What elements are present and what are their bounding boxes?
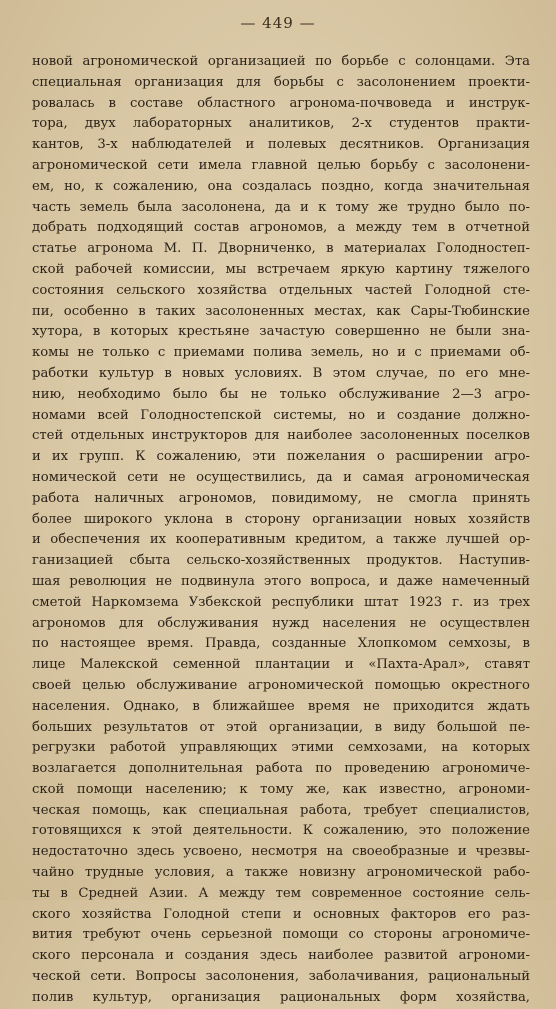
text-line: по настоящее время. Правда, созданные Хлопкомом семхозы, в: [32, 636, 530, 652]
text-line: ровалась в составе областного агронома-почвоведа и инструк-: [32, 95, 530, 111]
text-line: населения. Однако, в ближайшее время не приходится ждать: [32, 698, 530, 714]
text-line: номами всей Голодностепской системы, но и создание должно-: [32, 407, 530, 423]
text-line: ты в Средней Азии. А между тем современное состояние сель-: [32, 885, 530, 901]
text-line: более широкого уклона в сторону организации новых хозяйств: [32, 511, 530, 527]
text-line: сметой Наркомзема Узбекской республики штат 1923 г. из трех: [32, 594, 530, 610]
text-line: полив культур, организация рациональных форм хозяйства,: [32, 989, 530, 1005]
text-line: возлагается дополнительная работа по проведению агрономиче-: [32, 761, 530, 777]
text-line: больших результатов от этой организации, в виду большой пе-: [32, 719, 530, 735]
text-line: и их групп. К сожалению, эти пожелания о расширении агро-: [32, 449, 530, 465]
text-line: готовящихся к этой деятельности. К сожалению, это положение: [32, 823, 530, 839]
text-line: специальная организация для борьбы с засолонением проекти-: [32, 74, 530, 90]
text-line: ганизацией сбыта сельско-хозяйственных продуктов. Наступив-: [32, 553, 530, 569]
text-line: ского персонала и создания здесь наиболее развитой агрономи-: [32, 948, 530, 964]
text-line: состояния сельского хозяйства отдельных частей Голодной сте-: [32, 282, 530, 298]
text-line: ческая помощь, как специальная работа, требует специалистов,: [32, 802, 530, 818]
text-line: номической сети не осуществились, да и самая агрономическая: [32, 469, 530, 485]
text-line: нию, необходимо было бы не только обслуживание 2—3 агро-: [32, 386, 530, 402]
text-line: пи, особенно в таких засолоненных местах, как Сары-Тюбинские: [32, 303, 530, 319]
text-line: ской помощи населению; к тому же, как известно, агрономи-: [32, 781, 530, 797]
text-line: ского хозяйства Голодной степи и основных факторов его раз-: [32, 906, 530, 922]
text-line: своей целью обслуживание агрономической помощью окрестного: [32, 677, 530, 693]
text-line: ческой сети. Вопросы засолонения, заболачивания, рациональный: [32, 969, 530, 985]
text-line: статье агронома М. П. Дворниченко, в материалах Голодностеп-: [32, 241, 530, 257]
text-line: хутора, в которых крестьяне зачастую совершенно не были зна-: [32, 324, 530, 340]
text-line: лице Малекской семенной плантации и «Пахта-Арал», ставят: [32, 657, 530, 673]
text-line: кантов, 3-х наблюдателей и полевых десятников. Организация: [32, 137, 530, 153]
text-line: добрать подходящий состав агрономов, а между тем в отчетной: [32, 220, 530, 236]
text-line: и обеспечения их кооперативным кредитом, а также лучшей ор-: [32, 532, 530, 548]
text-line: шая революция не подвинула этого вопроса, и даже намеченный: [32, 573, 530, 589]
text-line: комы не только с приемами полива земель, но и с приемами об-: [32, 345, 530, 361]
text-line: стей отдельных инструкторов для наиболее засолоненных поселков: [32, 428, 530, 444]
text-line: ем, но, к сожалению, она создалась поздно, когда значительная: [32, 178, 530, 194]
text-line: регрузки работой управляющих этими семхозами, на которых: [32, 740, 530, 756]
text-line: недостаточно здесь усвоено, несмотря на своеобразные и чрезвы-: [32, 844, 530, 860]
text-line: агрономической сети имела главной целью борьбу с засолонени-: [32, 157, 530, 173]
text-line: часть земель была засолонена, да и к тому же трудно было по-: [32, 199, 530, 215]
text-line: агрономов для обслуживания нужд населения не осуществлен: [32, 615, 530, 631]
text-line: тора, двух лабораторных аналитиков, 2-х студентов практи-: [32, 116, 530, 132]
text-line: ской рабочей комиссии, мы встречаем яркую картину тяжелого: [32, 261, 530, 277]
text-line: вития требуют очень серьезной помощи со стороны агрономиче-: [32, 927, 530, 943]
text-line: работки культур в новых условиях. В этом случае, по его мне-: [32, 365, 530, 381]
text-line: новой агрономической организацией по борьбе с солонцами. Эта: [32, 54, 530, 69]
text-line: чайно трудные условия, а также новизну агрономической рабо-: [32, 865, 530, 881]
page-number: — 449 —: [240, 14, 316, 32]
text-line: работа наличных агрономов, повидимому, не смогла принять: [32, 490, 530, 506]
body-text: [32, 52, 530, 1009]
